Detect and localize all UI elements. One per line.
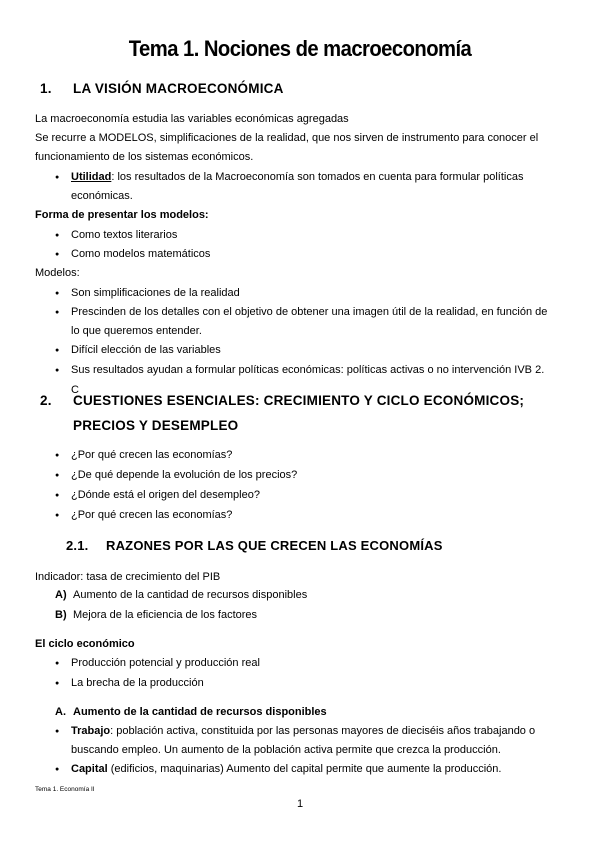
- reason-b: B) Mejora de la eficiencia de los factores: [55, 609, 258, 621]
- intro-line-3: funcionamiento de los sistemas económicos.: [35, 151, 254, 163]
- bullet-icon: ●: [55, 367, 60, 374]
- list-item: ● La brecha de la producción: [55, 674, 555, 694]
- section-1-number: 1.: [40, 81, 52, 96]
- intro-line-2: Se recurre a MODELOS, simplificaciones de la realidad, que nos sirven de instrumento para conocer el: [35, 132, 539, 144]
- section-1-heading: [40, 76, 284, 101]
- list-item: ● Prescinden de los detalles con el objetivo de obtener una imagen útil de la realidad, en función de: [55, 303, 555, 323]
- utilidad-text-2: económicas.: [71, 190, 133, 202]
- section-2-number: 2.: [40, 393, 52, 408]
- reason-a: A) Aumento de la cantidad de recursos disponibles: [55, 589, 308, 601]
- list-item: ● Son simplificaciones de la realidad: [55, 284, 555, 304]
- section-2-1-number: 2.1.: [66, 538, 89, 553]
- trabajo-item-cont: buscando empleo. Un aumento de la población activa permite que crezca la producción.: [71, 744, 501, 756]
- bullet-icon: ●: [55, 174, 60, 181]
- sub-a-heading: A. Aumento de la cantidad de recursos disponibles: [55, 706, 327, 718]
- section-1-title: LA VISIÓN MACROECONÓMICA: [73, 81, 284, 96]
- capital-item: ● Capital (edificios, maquinarias) Aumento del capital permite que aumente la producción.: [55, 760, 555, 780]
- list-item: ● Como modelos matemáticos: [55, 245, 555, 265]
- list-item: ● ¿De qué depende la evolución de los precios?: [55, 466, 555, 486]
- list-item-cont: lo que queremos entender.: [71, 325, 202, 337]
- page-title: Tema 1. Nociones de macroeconomía: [128, 36, 472, 61]
- page-footer: Tema 1. Economía II: [35, 786, 95, 793]
- bullet-icon: ●: [55, 492, 60, 499]
- bullet-icon: ●: [55, 680, 60, 687]
- section-2-title-2: PRECIOS Y DESEMPLEO: [73, 418, 239, 433]
- utilidad-item-cont: [55, 187, 555, 207]
- section-2-title-1: CUESTIONES ESENCIALES: CRECIMIENTO Y CICLO ECONÓMICOS;: [73, 393, 525, 408]
- bullet-icon: ●: [55, 472, 60, 479]
- intro-line-1: La macroeconomía estudia las variables económicas agregadas: [35, 113, 349, 125]
- list-item: ● ¿Por qué crecen las economías?: [55, 446, 555, 466]
- bullet-icon: ●: [55, 347, 60, 354]
- utilidad-term: Utilidad: [71, 171, 112, 183]
- list-item: ● Sus resultados ayudan a formular políticas económicas: políticas activas o no intervención IVB 2. C: [55, 361, 555, 400]
- bullet-icon: ●: [55, 232, 60, 239]
- list-item: ● Difícil elección de las variables: [55, 341, 555, 361]
- section-2-1-heading: [66, 538, 443, 553]
- bullet-icon: ●: [55, 766, 60, 773]
- bullet-icon: ●: [55, 512, 60, 519]
- list-item: ● Como textos literarios: [55, 226, 555, 246]
- bullet-icon: ●: [55, 728, 60, 735]
- bullet-icon: ●: [55, 452, 60, 459]
- utilidad-text-1: : los resultados de la Macroeconomía son tomados en cuenta para formular políticas: [111, 171, 524, 183]
- forma-heading: Forma de presentar los modelos:: [35, 209, 209, 221]
- bullet-icon: ●: [55, 290, 60, 297]
- capital-term: Capital: [71, 763, 108, 775]
- page-number: 1: [296, 798, 304, 810]
- list-item: ● ¿Dónde está el origen del desempleo?: [55, 486, 555, 506]
- bullet-icon: ●: [55, 251, 60, 258]
- bullet-icon: ●: [55, 309, 60, 316]
- list-item: ● ¿Por qué crecen las economías?: [55, 506, 555, 526]
- utilidad-item: [55, 168, 555, 188]
- modelos-label: Modelos:: [35, 267, 80, 279]
- section-2-heading: [40, 388, 573, 438]
- section-2-1-title: RAZONES POR LAS QUE CRECEN LAS ECONOMÍAS: [106, 538, 443, 553]
- trabajo-term: Trabajo: [71, 725, 111, 737]
- indicador-line: Indicador: tasa de crecimiento del PIB: [35, 571, 221, 583]
- trabajo-item: ● Trabajo: población activa, constituida por las personas mayores de dieciséis años trabajando o: [55, 722, 555, 742]
- list-item: ● Producción potencial y producción real: [55, 654, 555, 674]
- ciclo-heading: El ciclo económico: [35, 638, 135, 650]
- bullet-icon: ●: [55, 660, 60, 667]
